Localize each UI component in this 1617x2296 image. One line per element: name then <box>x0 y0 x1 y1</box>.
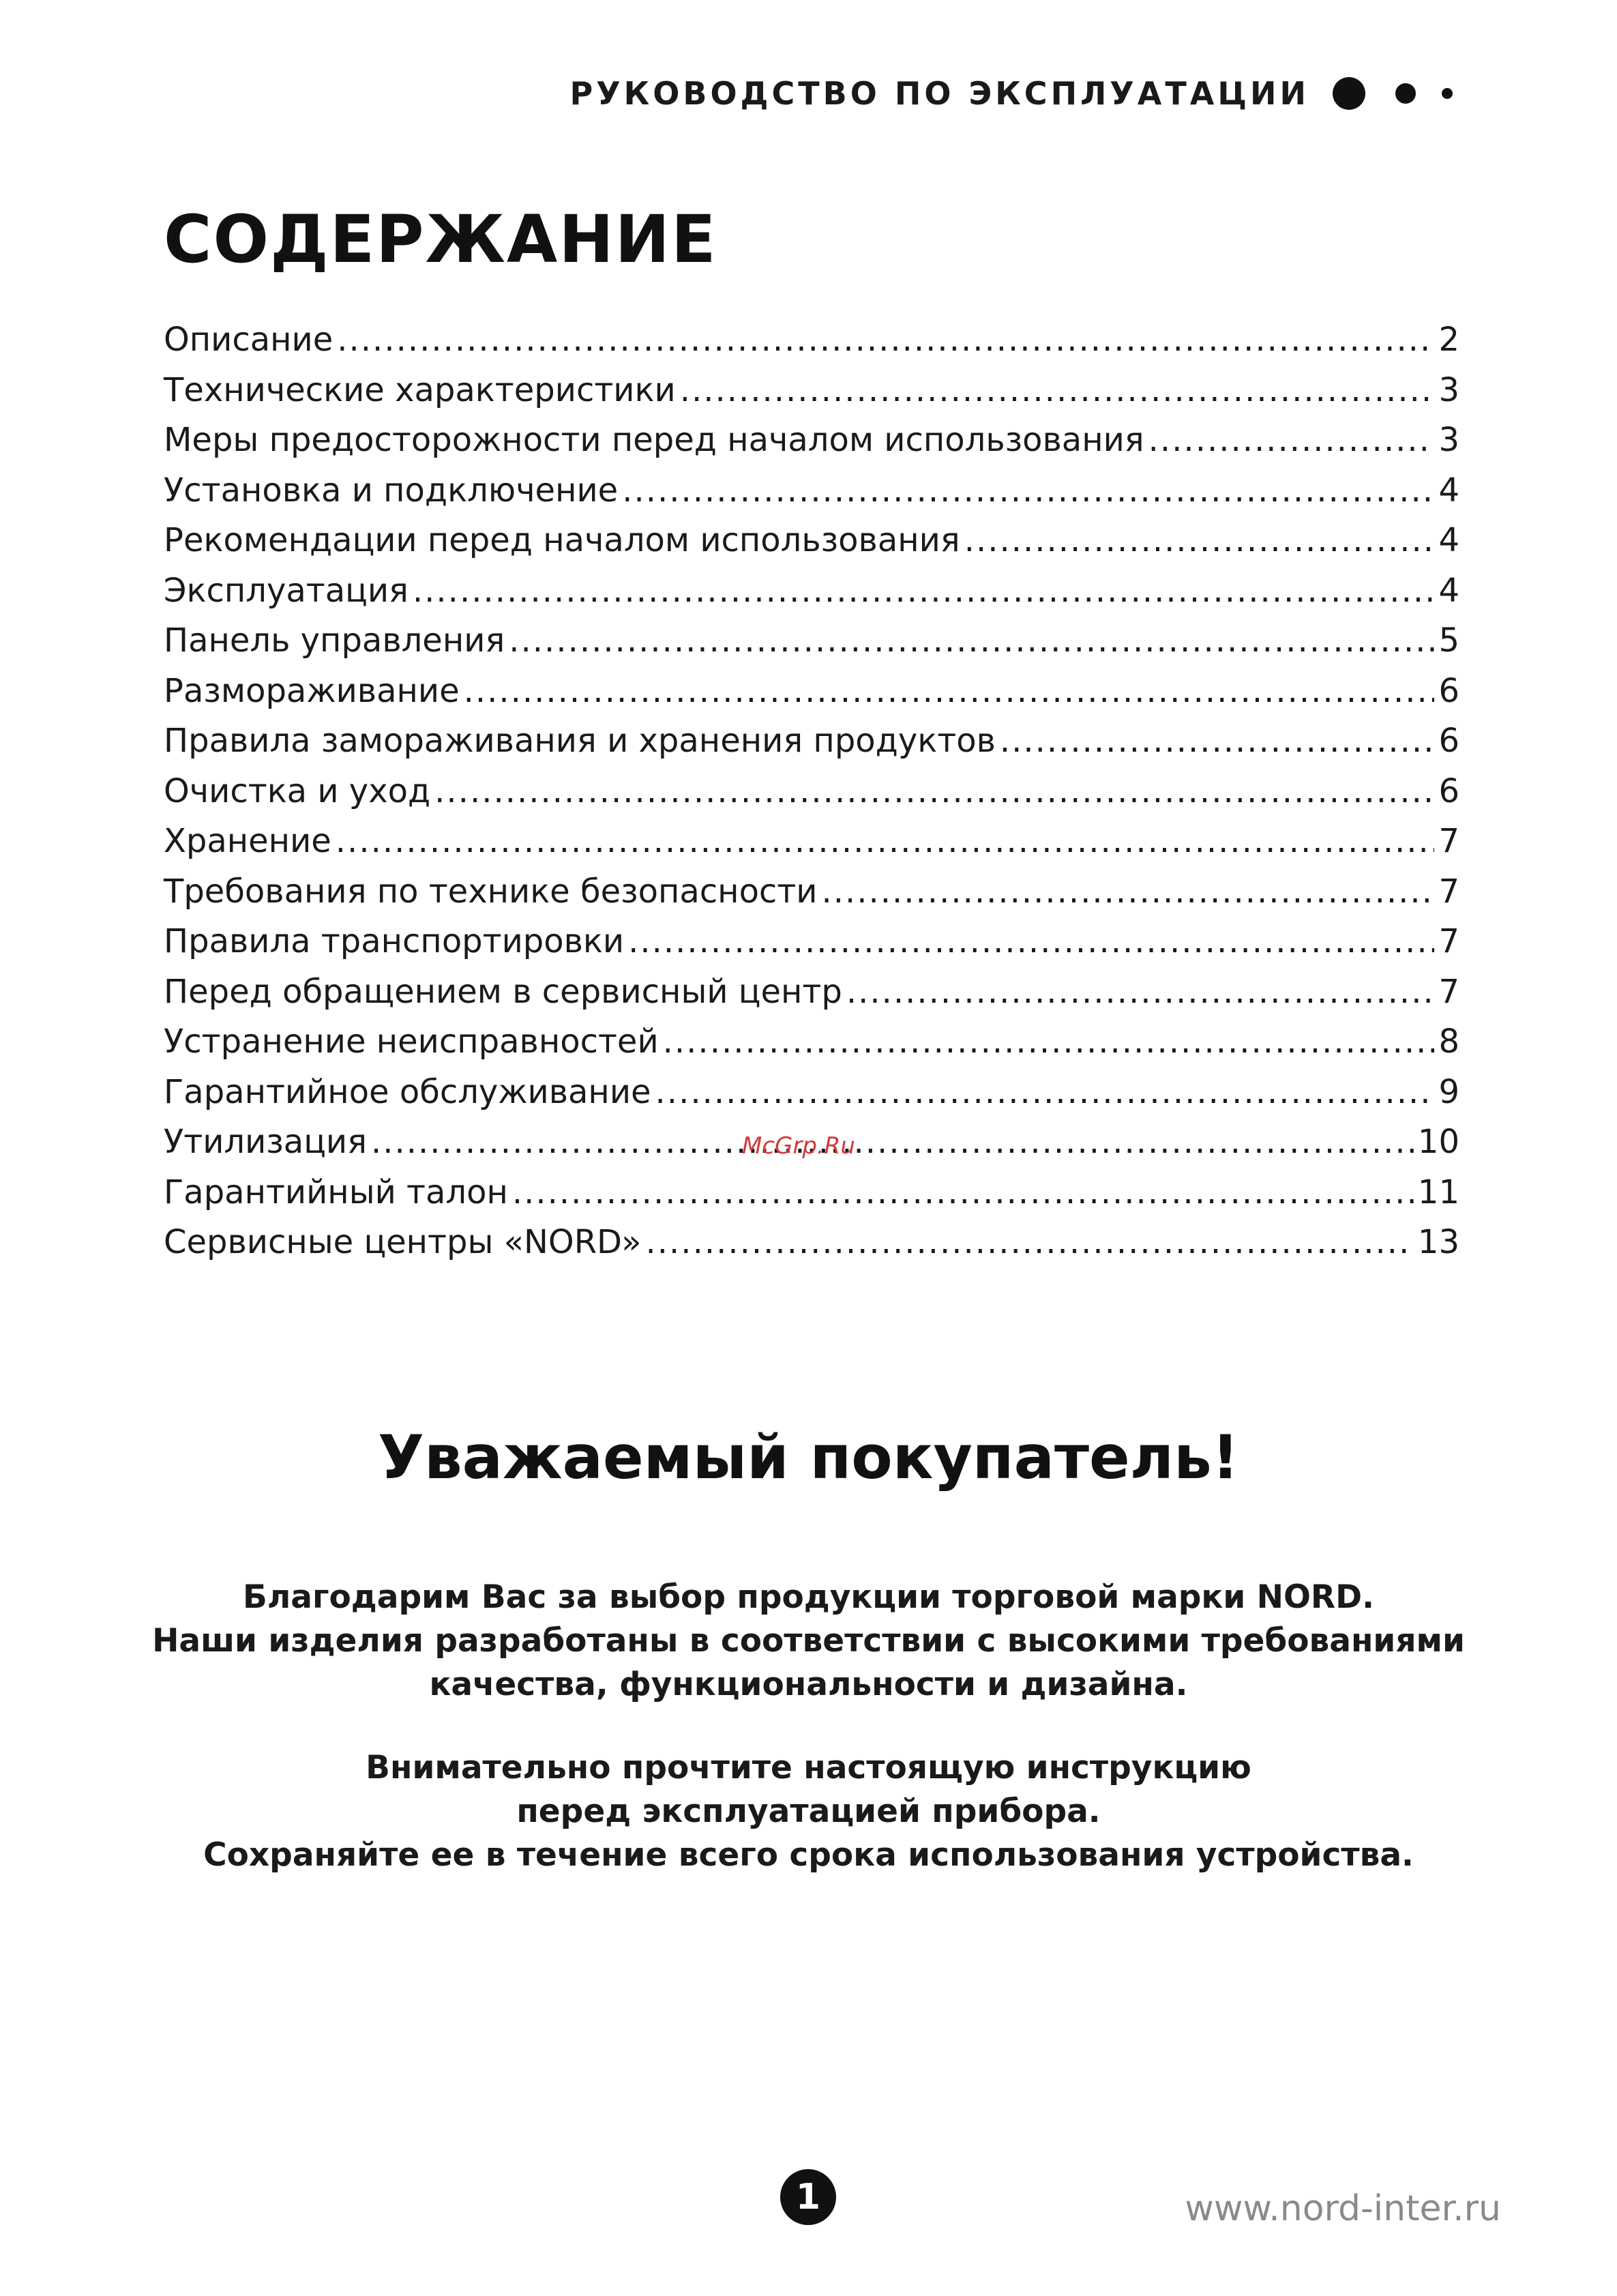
toc-entry-page: 4 <box>1438 571 1459 610</box>
toc-entry-page: 13 <box>1417 1223 1459 1261</box>
toc-entry-page: 11 <box>1417 1173 1459 1211</box>
toc-entry-label: Перед обращением в сервисный центр <box>164 972 842 1011</box>
toc-entry-page: 8 <box>1438 1022 1459 1061</box>
toc-entry <box>164 722 1459 772</box>
toc-entry <box>164 1022 1459 1073</box>
toc-leader <box>663 1022 1435 1061</box>
watermark: McGrp.Ru <box>742 1132 855 1160</box>
toc-leader <box>646 1223 1414 1261</box>
toc-leader <box>413 572 1435 610</box>
toc-leader <box>655 1073 1435 1111</box>
manual-title: РУКОВОДСТВО ПО ЭКСПЛУАТАЦИИ <box>569 75 1309 112</box>
toc-leader <box>1148 421 1435 459</box>
toc-leader <box>1000 722 1435 760</box>
toc-leader <box>434 772 1434 810</box>
small-dot-icon <box>1442 88 1453 99</box>
toc-entry-page: 7 <box>1438 872 1459 911</box>
toc-entry <box>164 321 1459 371</box>
toc-entry <box>164 1223 1459 1274</box>
toc-leader <box>337 321 1434 359</box>
greeting-heading: Уважаемый покупатель! <box>378 1422 1239 1492</box>
toc-entry-label: Описание <box>164 321 333 359</box>
paragraph-line: Внимательно прочтите настоящую инструкцию <box>366 1749 1251 1786</box>
paragraph-line: перед эксплуатацией прибора. <box>516 1793 1101 1830</box>
toc-entry-page: 4 <box>1438 521 1459 559</box>
toc-entry <box>164 822 1459 872</box>
toc-entry <box>164 922 1459 973</box>
toc-leader <box>622 471 1434 510</box>
toc-leader <box>821 872 1434 911</box>
toc-entry-label: Эксплуатация <box>164 571 409 610</box>
toc-entry <box>164 621 1459 672</box>
toc-leader <box>336 822 1435 860</box>
toc-entry-label: Гарантийное обслуживание <box>164 1072 651 1111</box>
toc-entry-page: 4 <box>1438 471 1459 510</box>
toc-entry <box>164 1073 1459 1123</box>
medium-dot-icon <box>1395 83 1416 104</box>
toc-entry-label: Меры предосторожности перед началом использования <box>164 421 1144 459</box>
page-number-badge: 1 <box>780 2169 836 2225</box>
toc-leader <box>680 371 1435 409</box>
toc-entry-label: Хранение <box>164 822 331 860</box>
instruction-paragraph <box>0 1746 1617 1877</box>
toc-entry <box>164 421 1459 471</box>
toc-leader <box>846 973 1435 1011</box>
toc-leader <box>509 621 1434 660</box>
toc-entry <box>164 572 1459 622</box>
toc-entry-label: Технические характеристики <box>164 370 676 409</box>
toc-entry-page: 3 <box>1438 421 1459 459</box>
toc-entry-label: Рекомендации перед началом использования <box>164 521 960 559</box>
toc-entry-label: Сервисные центры «NORD» <box>164 1223 642 1261</box>
toc-entry-page: 7 <box>1438 972 1459 1011</box>
toc-leader <box>371 1123 1414 1161</box>
toc-leader <box>512 1173 1414 1211</box>
large-dot-icon <box>1333 77 1365 110</box>
toc-entry-page: 2 <box>1438 321 1459 359</box>
toc-entry-label: Очистка и уход <box>164 771 431 810</box>
thanks-paragraph <box>0 1576 1617 1707</box>
toc-entry <box>164 973 1459 1023</box>
toc-entry-label: Панель управления <box>164 621 505 660</box>
running-header <box>0 75 1453 112</box>
toc-leader <box>464 672 1435 710</box>
toc-entry <box>164 772 1459 823</box>
toc-entry-label: Утилизация <box>164 1123 367 1161</box>
website-link[interactable]: www.nord-inter.ru <box>1185 2188 1501 2229</box>
toc-entry <box>164 521 1459 572</box>
toc-entry <box>164 872 1459 923</box>
toc-entry <box>164 371 1459 422</box>
paragraph-line: Благодарим Вас за выбор продукции торговой марки NORD. <box>243 1578 1374 1616</box>
toc-entry-page: 3 <box>1438 370 1459 409</box>
toc-entry-label: Устранение неисправностей <box>164 1022 659 1061</box>
toc-entry-page: 6 <box>1438 722 1459 760</box>
toc-leader <box>628 922 1434 960</box>
toc-entry-label: Правила замораживания и хранения продуктов <box>164 722 996 760</box>
toc-entry <box>164 672 1459 722</box>
table-of-contents <box>164 321 1459 1274</box>
toc-entry-label: Размораживание <box>164 671 460 710</box>
toc-entry <box>164 471 1459 522</box>
toc-entry-page: 9 <box>1438 1072 1459 1111</box>
toc-entry-page: 6 <box>1438 771 1459 810</box>
paragraph-line: Сохраняйте ее в течение всего срока использования устройства. <box>203 1836 1414 1874</box>
toc-entry <box>164 1173 1459 1224</box>
toc-entry-page: 6 <box>1438 671 1459 710</box>
toc-entry-page: 10 <box>1417 1123 1459 1161</box>
contents-heading: СОДЕРЖАНИЕ <box>164 201 717 278</box>
paragraph-line: Наши изделия разработаны в соответствии с высокими требованиями <box>152 1622 1465 1660</box>
toc-entry-label: Правила транспортировки <box>164 922 625 960</box>
toc-leader <box>964 521 1435 559</box>
toc-entry-page: 7 <box>1438 822 1459 860</box>
toc-entry-label: Требования по технике безопасности <box>164 872 818 911</box>
paragraph-line: качества, функциональности и дизайна. <box>429 1666 1188 1703</box>
toc-entry-page: 5 <box>1438 621 1459 660</box>
toc-entry-label: Гарантийный талон <box>164 1173 508 1211</box>
toc-entry-page: 7 <box>1438 922 1459 960</box>
toc-entry-label: Установка и подключение <box>164 471 619 510</box>
